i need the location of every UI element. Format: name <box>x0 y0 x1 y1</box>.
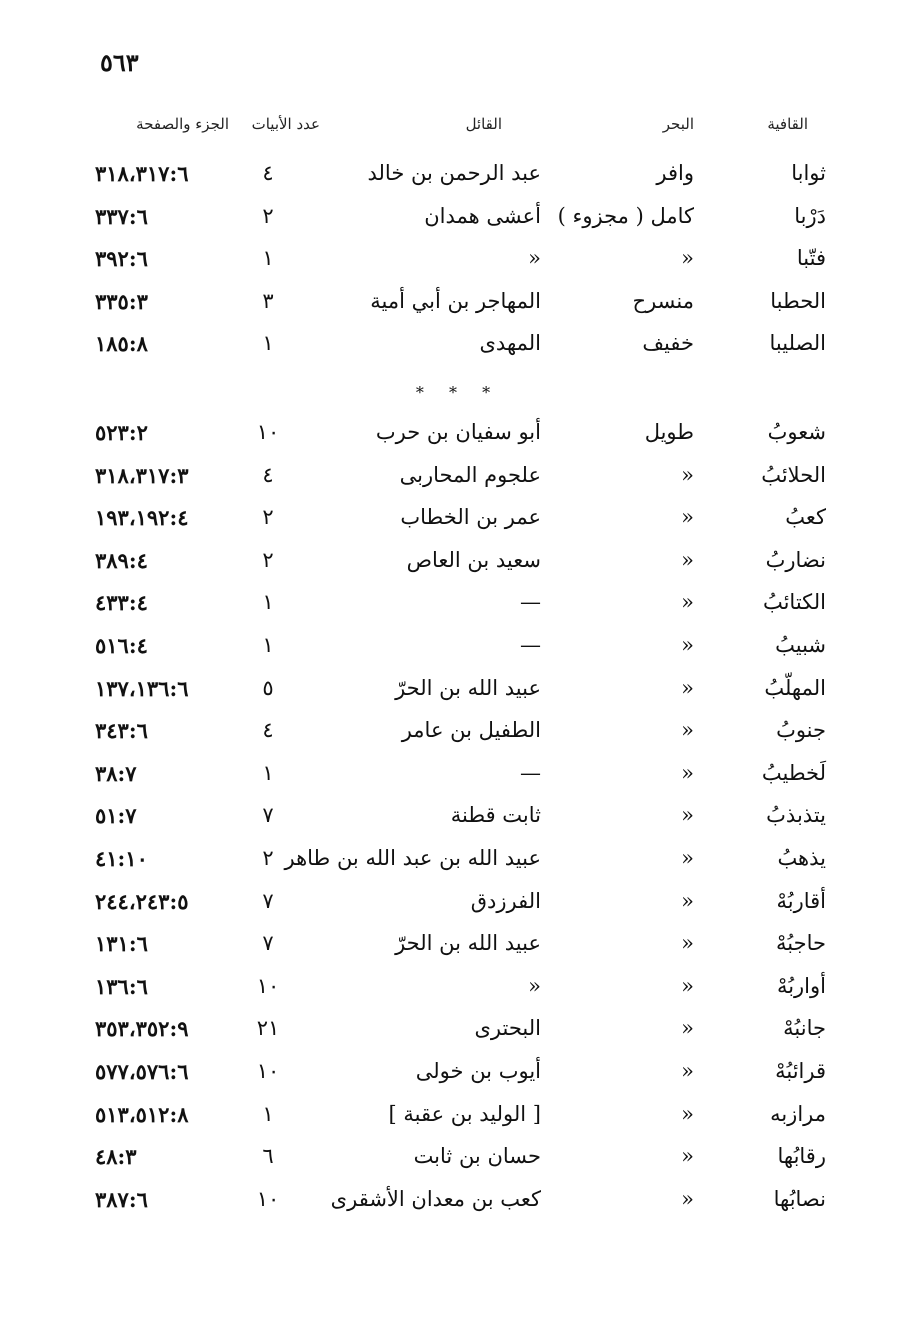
table-row <box>0 499 916 541</box>
cell-abyat: ٤ <box>262 161 274 185</box>
table-row <box>0 755 916 797</box>
cell-abyat: ١٠ <box>256 1186 280 1211</box>
cell-qafia: قرائبُهْ <box>775 1059 826 1083</box>
cell-qail: أبو سفيان بن حرب <box>375 420 541 444</box>
cell-bahr: « <box>681 633 694 657</box>
cell-qail: عبيد الله بن عبد الله بن طاهر <box>284 846 541 870</box>
cell-abyat: ٧ <box>262 931 274 956</box>
cell-abyat: ٦ <box>262 1144 274 1169</box>
cell-bahr: طويل <box>644 420 694 444</box>
cell-bahr: « <box>681 1016 694 1041</box>
cell-qafia: كعبُ <box>785 505 826 530</box>
cell-abyat: ٤ <box>262 462 274 487</box>
cell-qafia: جانبُهْ <box>783 1016 826 1041</box>
cell-qafia: رقابُها <box>777 1144 826 1169</box>
cell-qafia: الكتائبُ <box>762 590 826 615</box>
header-bahr: البحر <box>662 115 694 133</box>
table-row <box>0 457 916 499</box>
cell-abyat: ٢ <box>262 846 274 870</box>
cell-juz: ٥٢٣:٢ <box>95 420 148 445</box>
cell-abyat: ١ <box>262 331 274 356</box>
table-row <box>0 797 916 839</box>
cell-qail: « <box>528 973 541 998</box>
table-row <box>0 1096 916 1138</box>
cell-qafia: أقاربُهْ <box>776 888 826 913</box>
cell-abyat: ١ <box>262 633 274 657</box>
cell-juz: ٣٩٢:٦ <box>95 246 148 272</box>
table-row <box>0 240 916 282</box>
table-row <box>0 627 916 669</box>
cell-juz: ٣٣٧:٦ <box>95 203 148 229</box>
cell-qafia: ثوابا <box>791 161 826 185</box>
cell-qail: سعيد بن العاص <box>406 547 541 572</box>
table-row <box>0 325 916 367</box>
cell-qafia: أواربُهْ <box>776 973 826 998</box>
cell-juz: ٤٨:٣ <box>95 1144 137 1170</box>
cell-qail: عبد الرحمن بن خالد <box>367 161 541 185</box>
cell-juz: ٤١:١٠ <box>95 846 148 871</box>
cell-qafia: الصليبا <box>769 331 826 356</box>
table-row <box>0 283 916 325</box>
cell-qafia: جنوبُ <box>776 718 826 743</box>
cell-qafia: مرازبه <box>770 1101 826 1126</box>
table-header <box>0 115 916 139</box>
cell-qafia: حاجبُهْ <box>776 931 826 956</box>
cell-abyat: ١٠ <box>256 420 280 444</box>
table-row <box>0 968 916 1010</box>
cell-abyat: ٧ <box>262 803 274 828</box>
table-row <box>0 414 916 456</box>
cell-qail: عبيد الله بن الحرّ <box>395 675 541 700</box>
page-number: ٥٦٣ <box>100 48 139 77</box>
cell-qafia: شبيبُ <box>775 633 826 657</box>
cell-juz: ٣٣٥:٣ <box>95 288 148 314</box>
table-row <box>0 883 916 925</box>
cell-juz: ١٣٧،١٣٦:٦ <box>95 675 189 701</box>
cell-bahr: كامل ( مجزوء ) <box>557 203 694 228</box>
cell-qail: [ الوليد بن عقبة ] <box>388 1101 541 1126</box>
section-separator: * * * <box>415 383 501 402</box>
cell-qail: البحترى <box>474 1016 541 1041</box>
cell-qail: الطفيل بن عامر <box>401 718 541 743</box>
cell-bahr: « <box>681 1186 694 1211</box>
cell-abyat: ١ <box>262 590 274 615</box>
cell-qafia: دَرْبا <box>794 203 826 228</box>
cell-bahr: « <box>681 547 694 572</box>
cell-bahr: « <box>681 846 694 870</box>
cell-juz: ٥١٣،٥١٢:٨ <box>95 1101 189 1127</box>
cell-qail: عمر بن الخطاب <box>400 505 541 530</box>
cell-qail: كعب بن معدان الأشقرى <box>330 1186 541 1211</box>
cell-abyat: ٢١ <box>256 1016 280 1041</box>
cell-bahr: « <box>681 505 694 530</box>
cell-bahr: « <box>681 1144 694 1169</box>
cell-abyat: ٥ <box>262 675 274 700</box>
cell-bahr: « <box>681 1101 694 1126</box>
cell-abyat: ٢ <box>262 203 274 228</box>
cell-qail: علجوم المحاربى <box>399 462 541 487</box>
cell-qail: « <box>528 246 541 271</box>
cell-juz: ٤٣٣:٤ <box>95 590 148 616</box>
cell-abyat: ١ <box>262 246 274 271</box>
table-row <box>0 670 916 712</box>
cell-qail: ثابت قطنة <box>450 803 541 828</box>
cell-qafia: يتذبذبُ <box>766 803 826 828</box>
header-abyat: عدد الأبيات <box>251 115 320 133</box>
cell-bahr: « <box>681 675 694 700</box>
header-juz: الجزء والصفحة <box>136 115 229 133</box>
table-row <box>0 840 916 882</box>
header-qail: القائل <box>465 115 502 133</box>
table-row <box>0 1181 916 1223</box>
cell-juz: ١٩٣،١٩٢:٤ <box>95 505 189 531</box>
cell-abyat: ١٠ <box>256 973 280 998</box>
cell-qafia: لَخطيبُ <box>761 760 826 785</box>
cell-bahr: « <box>681 760 694 785</box>
cell-qail: حسان بن ثابت <box>413 1144 541 1169</box>
cell-bahr: منسرح <box>632 288 694 313</box>
table-row <box>0 712 916 754</box>
cell-juz: ٣٤٣:٦ <box>95 718 148 744</box>
cell-qail: المهاجر بن أبي أمية <box>370 288 541 313</box>
cell-juz: ٥٧٧،٥٧٦:٦ <box>95 1059 189 1084</box>
table-row <box>0 542 916 584</box>
cell-qail: عبيد الله بن الحرّ <box>395 931 541 956</box>
cell-qail: أعشى همدان <box>424 203 541 228</box>
cell-qafia: الحلائبُ <box>761 462 826 487</box>
cell-qail: — <box>520 633 541 657</box>
cell-bahr: « <box>681 931 694 956</box>
cell-qail: — <box>520 590 541 615</box>
cell-qafia: فتّبا <box>796 246 826 271</box>
table-row <box>0 1138 916 1180</box>
cell-juz: ٣٨٧:٦ <box>95 1186 148 1212</box>
cell-qafia: يذهبُ <box>777 846 826 870</box>
table-row <box>0 1010 916 1052</box>
cell-qail: الفرزدق <box>470 888 541 913</box>
cell-juz: ١٣٦:٦ <box>95 973 148 999</box>
cell-qail: أيوب بن خولى <box>415 1059 541 1083</box>
cell-bahr: « <box>681 888 694 913</box>
cell-qafia: الحطبا <box>770 288 826 313</box>
cell-qafia: شعوبُ <box>767 420 826 444</box>
cell-abyat: ٤ <box>262 718 274 743</box>
cell-juz: ١٨٥:٨ <box>95 331 148 357</box>
cell-abyat: ٣ <box>262 288 274 313</box>
cell-bahr: « <box>681 718 694 743</box>
table-row <box>0 1053 916 1095</box>
cell-bahr: « <box>681 803 694 828</box>
cell-bahr: « <box>681 1059 694 1083</box>
cell-qafia: نصابُها <box>773 1186 826 1211</box>
cell-juz: ٣٨:٧ <box>95 760 137 786</box>
cell-abyat: ١٠ <box>256 1059 280 1083</box>
cell-qail: المهدى <box>479 331 541 356</box>
cell-abyat: ٧ <box>262 888 274 913</box>
cell-bahr: خفيف <box>642 331 694 356</box>
cell-bahr: وافر <box>656 161 694 185</box>
table-row <box>0 925 916 967</box>
cell-juz: ٣١٨،٣١٧:٦ <box>95 161 189 186</box>
cell-bahr: « <box>681 246 694 271</box>
cell-qafia: المهلّبُ <box>764 675 826 700</box>
cell-qail: — <box>520 760 541 785</box>
table-row <box>0 584 916 626</box>
table-row <box>0 198 916 240</box>
cell-abyat: ٢ <box>262 505 274 530</box>
table-row <box>0 155 916 197</box>
cell-bahr: « <box>681 973 694 998</box>
cell-abyat: ٢ <box>262 547 274 572</box>
cell-bahr: « <box>681 462 694 487</box>
cell-abyat: ١ <box>262 760 274 785</box>
cell-juz: ٥١٦:٤ <box>95 633 148 658</box>
cell-juz: ٥١:٧ <box>95 803 137 829</box>
cell-juz: ٣١٨،٣١٧:٣ <box>95 462 189 488</box>
cell-bahr: « <box>681 590 694 615</box>
cell-abyat: ١ <box>262 1101 274 1126</box>
cell-juz: ٣٥٣،٣٥٢:٩ <box>95 1016 189 1042</box>
cell-juz: ٢٤٤،٢٤٣:٥ <box>95 888 189 914</box>
cell-juz: ٣٨٩:٤ <box>95 547 148 573</box>
cell-juz: ١٣١:٦ <box>95 931 148 957</box>
header-qafia: القافية <box>767 115 808 133</box>
cell-qafia: نضاربُ <box>765 547 826 572</box>
